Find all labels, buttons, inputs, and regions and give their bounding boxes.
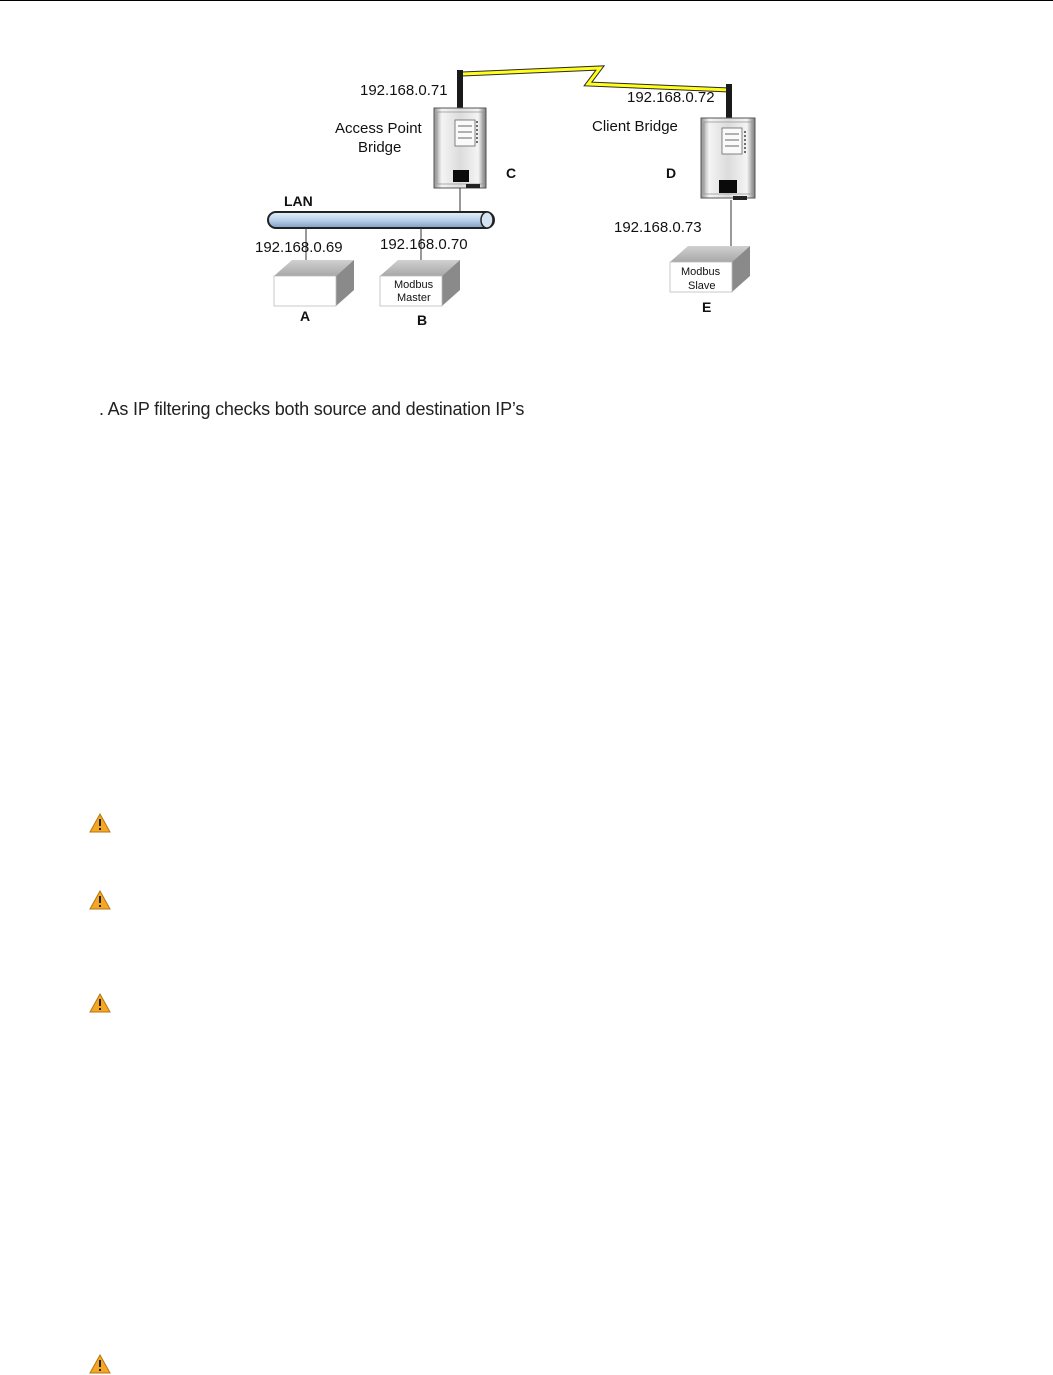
ap-bridge-letter: C — [506, 165, 517, 181]
client-bridge — [701, 84, 755, 248]
device-b-ip: 192.168.0.70 — [380, 236, 468, 253]
device-e-label-line2: Slave — [688, 280, 716, 292]
warning-icon — [89, 813, 111, 833]
device-b-label-line1: Modbus — [394, 279, 434, 291]
network-diagram — [0, 0, 1053, 400]
warning-icon — [89, 993, 111, 1013]
client-bridge-ip: 192.168.0.72 — [627, 89, 715, 106]
device-e-label-line1: Modbus — [681, 266, 721, 278]
lan-label: LAN — [284, 193, 313, 209]
device-a-ip: 192.168.0.69 — [255, 239, 343, 256]
device-b-letter: B — [417, 312, 428, 328]
ap-bridge-label-line2: Bridge — [358, 139, 402, 156]
ap-bridge-label-line1: Access Point — [335, 120, 422, 137]
device-a-letter: A — [300, 308, 311, 324]
warning-icon — [89, 890, 111, 910]
client-bridge-label: Client Bridge — [592, 118, 678, 135]
ap-bridge-ip: 192.168.0.71 — [360, 82, 448, 99]
lan-pipe — [268, 212, 494, 228]
body-text: . As IP filtering checks both source and destination IP’s — [99, 399, 525, 419]
device-a-box — [274, 260, 354, 306]
client-bridge-letter: D — [666, 165, 677, 181]
device-e-letter: E — [702, 299, 712, 315]
warning-icon — [89, 1354, 111, 1374]
device-e-ip: 192.168.0.73 — [614, 219, 702, 236]
device-b-label-line2: Master — [397, 292, 431, 304]
